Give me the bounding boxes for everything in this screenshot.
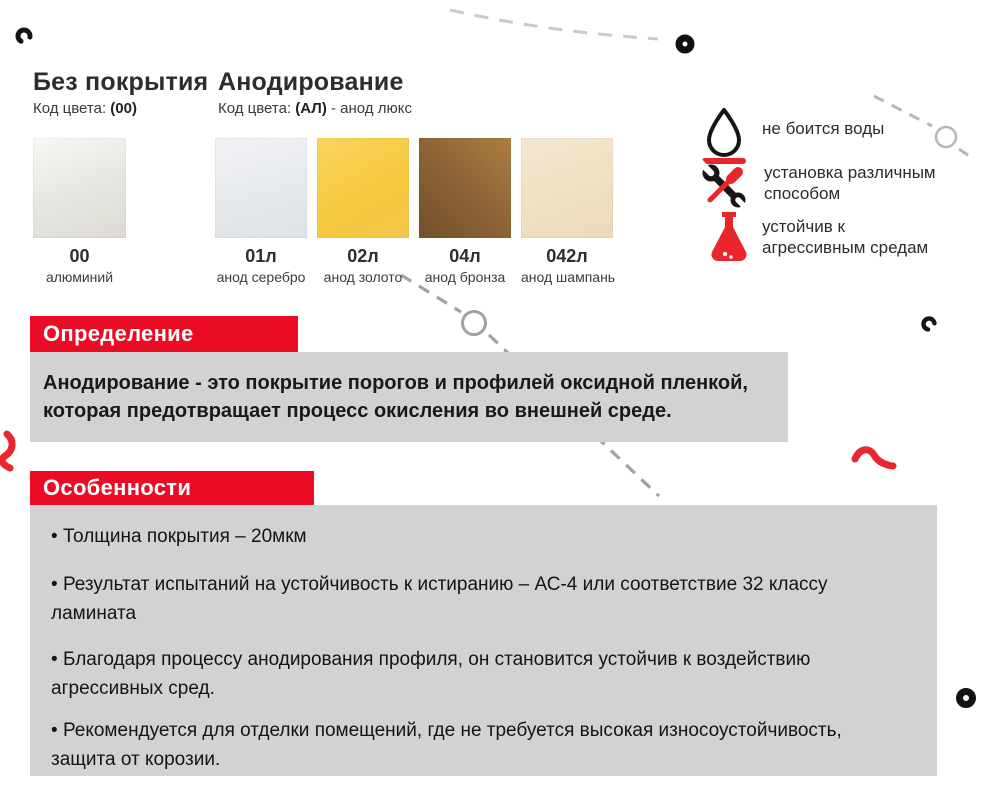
trait-bullet: • Толщина покрытия – 20мкм bbox=[51, 522, 877, 551]
feature-label: установка различным способом bbox=[764, 163, 936, 204]
no-coating-title: Без покрытия bbox=[33, 68, 209, 96]
color-chip bbox=[215, 138, 307, 238]
swatch-anod-silver bbox=[215, 138, 307, 285]
swatch-aluminium bbox=[33, 138, 126, 285]
comma-mark-right bbox=[923, 318, 936, 331]
traits-list bbox=[30, 505, 937, 774]
swatch-anod-champagne bbox=[521, 138, 616, 285]
swatch-name: анод золото bbox=[323, 269, 403, 285]
swatch-code: 00 bbox=[69, 246, 90, 266]
definition-box bbox=[30, 352, 788, 442]
color-chip bbox=[521, 138, 613, 238]
color-chip bbox=[317, 138, 409, 238]
code-suffix: - анод люкс bbox=[326, 100, 412, 117]
no-coating-code bbox=[33, 100, 137, 117]
swatch-code: 042л bbox=[546, 246, 588, 266]
donut-dot-top bbox=[679, 38, 691, 50]
trait-bullet: • Благодаря процессу анодирования профиля, он становится устойчив к воздействию агрессивных сред. bbox=[51, 645, 877, 703]
donut-dot-bottom bbox=[960, 692, 973, 705]
definition-text: Анодирование - это покрытие порогов и профилей оксидной пленкой, которая предотвращает процесс окисления во внешней среде. bbox=[43, 372, 748, 423]
swatch-code: 01л bbox=[245, 246, 277, 266]
color-chip bbox=[419, 138, 511, 238]
swatch-anod-bronze bbox=[419, 138, 511, 285]
feature-label: не боится воды bbox=[762, 119, 885, 138]
traits-box bbox=[30, 505, 937, 776]
flask-icon bbox=[706, 210, 752, 266]
swatch-anod-gold bbox=[317, 138, 409, 285]
feature-chem-resist bbox=[706, 210, 947, 266]
anodizing-title: Анодирование bbox=[218, 68, 404, 96]
traits-header: Особенности bbox=[30, 471, 314, 505]
comma-mark-top-left bbox=[16, 28, 32, 44]
water-drop-icon bbox=[700, 106, 748, 166]
trait-bullet: • Рекомендуется для отделки помещений, где не требуется высокая износоустойчивость, защита от корозии. bbox=[51, 716, 877, 774]
definition-header: Определение bbox=[30, 316, 298, 352]
code-label: Код цвета: bbox=[33, 100, 107, 117]
code-value: (00) bbox=[110, 100, 137, 117]
circle-outline-middle bbox=[463, 312, 486, 335]
anodizing-code bbox=[218, 100, 412, 117]
feature-installation bbox=[698, 160, 964, 212]
swatch-name: алюминий bbox=[45, 269, 114, 285]
red-squiggle-left bbox=[2, 434, 12, 468]
color-chip bbox=[33, 138, 126, 238]
code-value: (АЛ) bbox=[295, 100, 327, 117]
swatch-name: анод шампань bbox=[521, 269, 616, 285]
swatch-code: 02л bbox=[347, 246, 379, 266]
dashed-curve-top bbox=[450, 10, 658, 39]
feature-water bbox=[700, 106, 884, 166]
swatch-name: анод серебро bbox=[216, 269, 306, 285]
circle-outline-top-right bbox=[936, 127, 956, 147]
red-squiggle-right bbox=[855, 450, 893, 466]
tools-icon bbox=[698, 160, 750, 212]
trait-bullet: • Результат испытаний на устойчивость к истиранию – АС-4 или соответствие 32 классу ламината bbox=[51, 570, 877, 628]
feature-label: устойчив к агрессивным средам bbox=[762, 217, 929, 258]
swatch-code: 04л bbox=[449, 246, 481, 266]
code-label: Код цвета: bbox=[218, 100, 292, 117]
swatch-name: анод бронза bbox=[424, 269, 506, 285]
dashed-line-top-right-tail bbox=[959, 149, 972, 158]
